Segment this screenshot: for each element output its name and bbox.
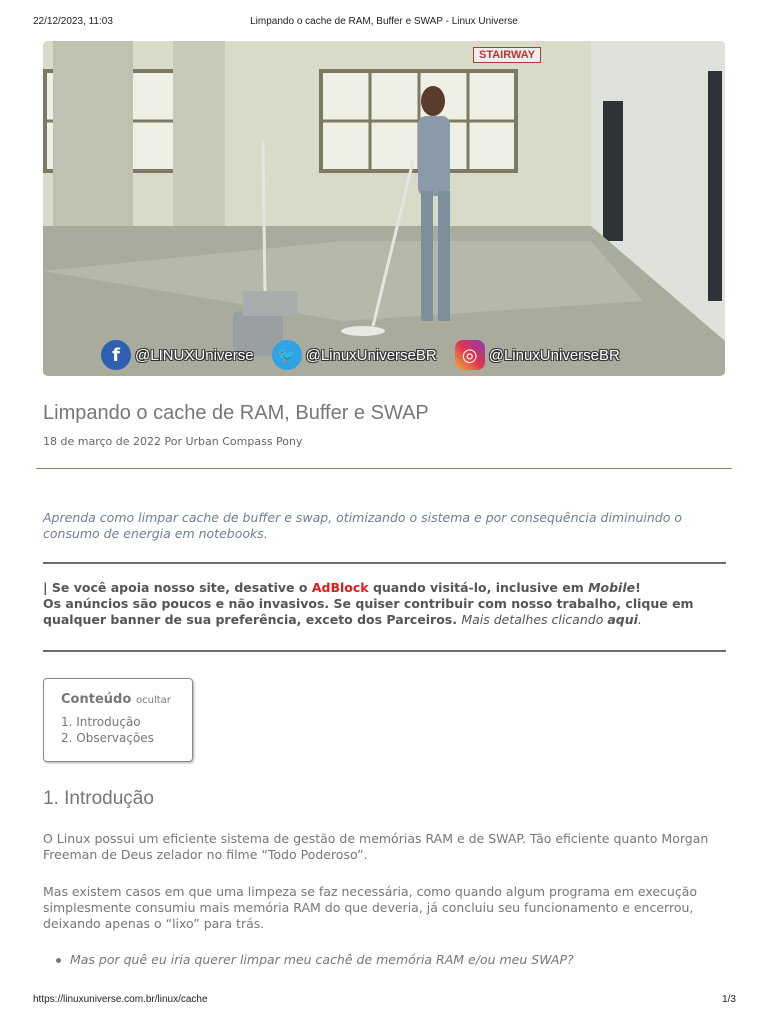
hero-image <box>43 41 725 376</box>
paragraph: Mas existem casos em que uma limpeza se faz necessária, como quando algum programa em execução simplesmente consumiu mais memória RAM do que deveria, já concluiu seu funcionamento e encerrou, deixando apenas o “lixo” para trás. <box>43 884 698 931</box>
notice-more: Mais detalhes clicando <box>461 612 608 627</box>
divider <box>36 468 732 469</box>
details-link[interactable]: aqui <box>607 612 638 627</box>
print-page-title: Limpando o cache de RAM, Buffer e SWAP - Linux Universe <box>250 16 518 27</box>
social-handle: @LINUXUniverse <box>135 346 254 364</box>
toc-item-introducao[interactable]: 1. Introdução <box>61 715 141 729</box>
toc-list <box>61 714 154 746</box>
toc-title: Conteúdo <box>61 692 132 707</box>
toc-toggle-link[interactable]: ocultar <box>136 695 171 706</box>
article-meta: 18 de março de 2022 Por Urban Compass Pony <box>43 435 303 448</box>
article-intro: Aprenda como limpar cache de buffer e swap, otimizando o sistema e por consequência diminuindo o consumo de energia em notebooks. <box>43 510 683 541</box>
twitter-icon: 🐦 <box>272 340 302 370</box>
list-item-text: Mas por quê eu iria querer limpar meu cachê de memória RAM e/ou meu SWAP? <box>70 952 574 967</box>
social-handle: @LinuxUniverseBR <box>305 346 437 364</box>
article-title: Limpando o cache de RAM, Buffer e SWAP <box>43 402 429 424</box>
social-twitter[interactable] <box>272 340 437 370</box>
table-of-contents <box>43 678 193 762</box>
social-handle: @LinuxUniverseBR <box>488 346 620 364</box>
list-item <box>70 952 574 967</box>
instagram-icon: ◎ <box>455 340 485 370</box>
print-header <box>0 16 768 30</box>
divider <box>43 650 726 652</box>
social-facebook[interactable] <box>101 340 254 370</box>
notice-text: Os anúncios são poucos e não invasivos. Se quiser contribuir com nosso trabalho, clique em qualquer banner de sua preferência, exceto dos Parceiros. <box>43 596 694 627</box>
adblock-notice <box>43 580 733 628</box>
hero-scene <box>43 41 725 376</box>
mobile-highlight: Mobile <box>588 580 636 595</box>
bullet-icon <box>56 958 61 963</box>
divider <box>43 562 726 564</box>
notice-text: ! <box>635 580 641 595</box>
print-datetime: 22/12/2023, 11:03 <box>33 16 113 27</box>
stairway-sign: STAIRWAY <box>473 47 541 63</box>
notice-text: . <box>637 612 642 627</box>
social-instagram[interactable] <box>455 340 620 370</box>
notice-text: | Se você apoia nosso site, desative o <box>43 580 312 595</box>
print-page-number: 1/3 <box>722 994 736 1005</box>
paragraph: O Linux possui um eficiente sistema de gestão de memórias RAM e de SWAP. Tão eficiente quanto Morgan Freeman de Deus zelador no filme “Todo Poderoso”. <box>43 831 709 862</box>
notice-text: quando visitá-lo, inclusive em <box>368 580 589 595</box>
print-footer <box>0 994 768 1008</box>
toc-item-observacoes[interactable]: 2. Observações <box>61 731 154 745</box>
social-bar <box>101 339 620 371</box>
adblock-highlight: AdBlock <box>311 580 369 595</box>
facebook-icon: f <box>101 340 131 370</box>
section-heading: 1. Introdução <box>43 788 154 809</box>
print-url: https://linuxuniverse.com.br/linux/cache <box>33 994 208 1005</box>
